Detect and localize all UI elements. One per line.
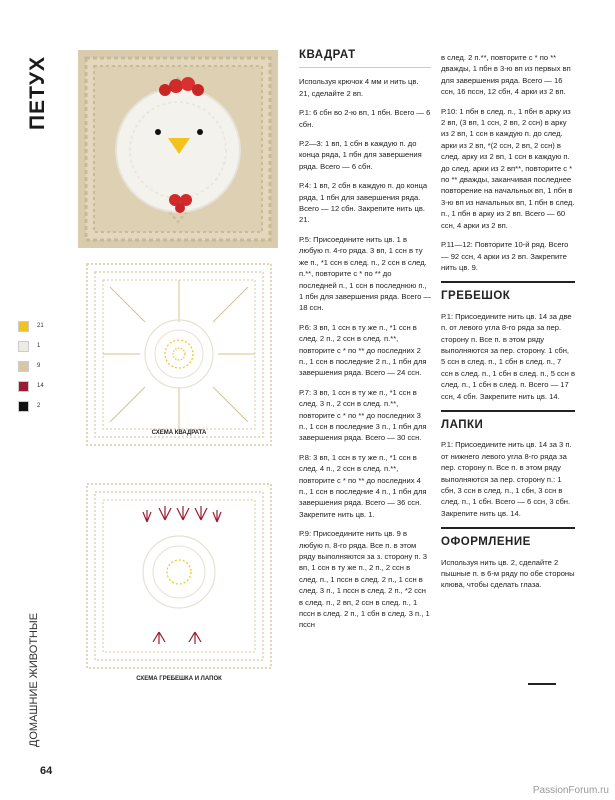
end-rule (528, 683, 556, 685)
legend-swatch (18, 361, 29, 372)
page-title: ПЕТУХ (26, 56, 49, 130)
instructions-column-1 (299, 50, 431, 639)
row-5: Р.5: Присоедините нить цв. 1 в любую п. 4-го ряда. 3 вп, 1 ссн в ту же п., *1 ссн в след. п., 2 ссн в след. п.**, повторите с * по ** до последней п., 1 ссн в последнюю п., 1 пбн для завершения ряда. Всего — 18 ссн. (299, 234, 431, 313)
section-heading-finishing: ОФОРМЛЕНИЕ (441, 527, 575, 548)
watermark: PassionForum.ru (532, 785, 609, 796)
row-8: Р.8: 3 вп, 1 ссн в ту же п., *1 ссн в след. 4 п., 2 ссн в след. п.**, повторите с * по ** до последних 4 п., 1 ссн в последние 4 п., 1 пбн для завершения ряда. Всего — 36 ссн. Закрепите нить цв. 1. (299, 452, 427, 519)
row-6: Р.6: 3 вп, 1 ссн в ту же п., *1 ссн в след. 2 п., 2 ссн в след. п.**, повторите с * по ** до последних 2 п., 1 ссн в последние 2 п., 1 пбн для завершения ряда. Всего — 24 ссн. (299, 322, 427, 378)
comb-legs-chart (85, 482, 273, 670)
legend-swatch (18, 381, 29, 392)
instructions-column-2 (441, 52, 575, 599)
row-7: Р.7: 3 вп, 1 ссн в ту же п., *1 ссн в след. 3 п., 2 ссн в след. п.**, повторите с * по ** до последних 3 п., 1 ссн в последние 3 п., 1 пбн для завершения ряда. Всего — 30 ссн. (299, 387, 427, 443)
row-1: Р.1: 6 сбн во 2-ю вп, 1 пбн. Всего — 6 сбн. (299, 108, 431, 129)
color-legend (18, 316, 44, 416)
section-heading-square: КВАДРАТ (299, 50, 431, 68)
intro-paragraph: Используя крючок 4 мм и нить цв. 21, сделайте 2 вп. (299, 77, 419, 98)
category-label: ДОМАШНИЕ ЖИВОТНЫЕ (28, 612, 40, 748)
chart1-caption: СХЕМА КВАДРАТА (151, 430, 207, 436)
legend-item-1: 1 (18, 336, 44, 356)
finishing-instructions: Используя нить цв. 2, сделайте 2 пышные п. в 6-м ряду по обе стороны клюва, чтобы сделать глаза. (441, 557, 575, 590)
chart2-caption: СХЕМА ГРЕБЕШКА И ЛАПОК (136, 676, 222, 682)
section-heading-comb: ГРЕБЕШОК (441, 281, 575, 302)
legs-instructions: Р.1: Присоедините нить цв. 14 за 3 п. от нижнего левого угла 8-го ряда за пер. сторону п. Все п. в этом ряду выполняются за пер. сторону п.: 1 сбн, 3 ссн в след. п., 1 сбн, 3 ссн в след. п., 1 сбн. Всего — 6 ссн, 3 сбн. Закрепите нить цв. 14. (441, 440, 572, 518)
legend-swatch (18, 321, 29, 332)
row-9: Р.9: Присоедините нить цв. 9 в любую п. 8-го ряда. Все п. в этом ряду выполняются за з. сторону п. 3 вп, 1 ссн в ту же п., 2 п., 2 ссн в след. п., 1 пссн в след. 2 п., 1 ссн в след. 3 п., 1 пссн в след. 2 п., *2 ссн в след. п., 2 вп, 2 ссн в след. п., 1 пссн в след. 2 п., 1 сбн в след. 3 п., 1 пссн (299, 529, 430, 630)
row-2-3: Р.2—3: 1 вп, 1 сбн в каждую п. до конца ряда, 1 пбн для завершения ряда. Всего — 6 сбн. (299, 139, 422, 171)
row-10: Р.10: 1 пбн в след. п., 1 пбн в арку из 2 вп, (3 вп, 1 ссн, 2 вп, 2 ссн) в арку из 2 вп, 1 ссн в каждую п. до след. арки из 2 вп, *(2 ссн, 2 вп, 2 ссн) в след. арку из 2 вп, 1 ссн в каждую п. до след. арки из 2 вп**, повторите с * по ** дважды, заканчивая последнее повторение на начальных вп, 1 пбн в 3-ю вп из начальных вп, 1 пбн в след. п., 1 пбн в арку из 2 вп. Всего — 60 ссн, 4 арки из 2 вп. (441, 106, 575, 230)
row-11-12: Р.11—12: Повторите 10-й ряд. Всего — 92 ссн, 4 арки из 2 вп. Закрепите нить цв. 9. (441, 240, 569, 272)
comb-instructions: Р.1: Присоедините нить цв. 14 за две п. от левого угла 8-го ряда за пер. сторону п. Все п. в этом ряду выполняются за пер. сторону. 1 сбн, 5 ссн в след. п., 1 сбн в след. п., 7 ссн в след. п., 1 сбн в след. п., 5 ссн в след. п., 1 сбн в след. п. Всего — 17 ссн, 4 сбн. Закрепите нить цв. 14. (441, 311, 575, 401)
section-heading-legs: ЛАПКИ (441, 410, 575, 431)
row-4: Р.4: 1 вп, 2 сбн в каждую п. до конца ряда, 1 пбн для завершения ряда. Всего — 12 сбн. Закрепите нить цв. 21. (299, 181, 428, 225)
legend-swatch (18, 401, 29, 412)
page-number: 64 (40, 765, 53, 777)
legend-item-9: 9 (18, 356, 44, 376)
legend-item-2: 2 (18, 396, 44, 416)
legend-item-14: 14 (18, 376, 44, 396)
row-9-continued: в след. 2 п.**, повторите с * по ** дважды, 1 пбн в 3-ю вп из первых вп для завершения ряда. Всего — 16 ссн, 16 пссн, 12 сбн, 4 арки из 2 вп. (441, 53, 571, 97)
legend-item-21: 21 (18, 316, 44, 336)
rooster-square-photo (78, 50, 278, 248)
legend-swatch (18, 341, 29, 352)
square-chart (85, 262, 273, 447)
